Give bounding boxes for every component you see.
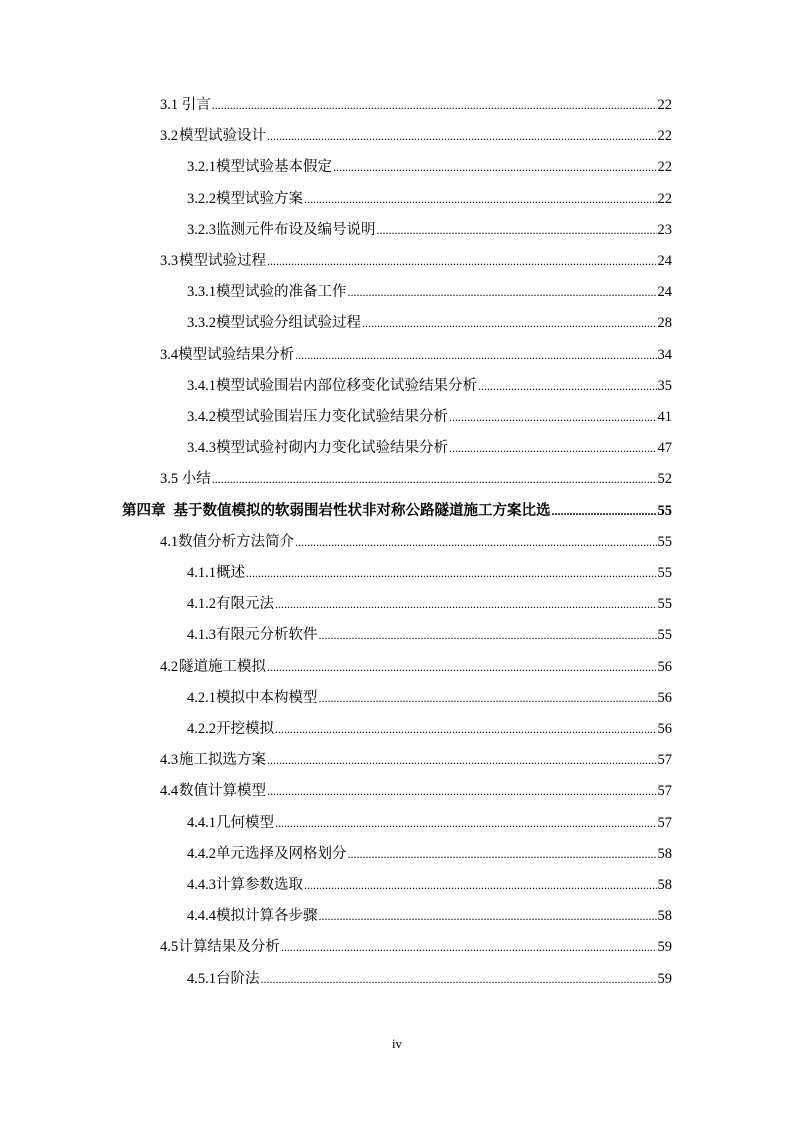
toc-entry-page: 41 bbox=[657, 409, 672, 425]
toc-leader-dots bbox=[449, 407, 657, 427]
toc-entry-title: 施工拟选方案 bbox=[179, 752, 267, 769]
toc-entry-page: 55 bbox=[657, 502, 672, 519]
toc-entry-page: 57 bbox=[657, 752, 672, 769]
toc-entry-title: 数值分析方法简介 bbox=[178, 533, 295, 550]
toc-leader-dots bbox=[246, 563, 657, 583]
toc-entry-title: 有限元分析软件 bbox=[216, 627, 318, 644]
toc-entry-title: 模型试验结果分析 bbox=[178, 346, 295, 363]
toc-chapter-entry[interactable] bbox=[122, 501, 672, 521]
toc-entry[interactable] bbox=[187, 625, 672, 645]
toc-entry-page: 22 bbox=[657, 159, 672, 176]
toc-leader-dots bbox=[212, 95, 657, 115]
toc-entry-page: 55 bbox=[657, 533, 672, 550]
toc-entry-number: 3.2.2 bbox=[187, 190, 216, 207]
toc-entry-number: 3.4 bbox=[160, 346, 179, 363]
toc-entry-title: 隧道施工模拟 bbox=[179, 658, 267, 675]
toc-entry[interactable] bbox=[187, 594, 672, 614]
toc-entry[interactable] bbox=[160, 657, 672, 677]
toc-entry-title: 模型试验围岩压力变化试验结果分析 bbox=[216, 409, 448, 425]
toc-leader-dots bbox=[449, 438, 657, 458]
toc-leader-dots bbox=[304, 189, 657, 209]
toc-leader-dots bbox=[362, 313, 657, 333]
toc-leader-dots bbox=[377, 220, 657, 240]
toc-entry[interactable] bbox=[187, 376, 672, 396]
toc-entry-number: 4.1.2 bbox=[187, 596, 216, 613]
toc-entry-number: 3.2.3 bbox=[187, 221, 216, 238]
toc-entry[interactable] bbox=[160, 750, 672, 770]
toc-entry-number: 3.5 bbox=[160, 471, 179, 488]
toc-entry-page: 24 bbox=[657, 253, 672, 269]
toc-entry[interactable] bbox=[187, 719, 672, 739]
toc-leader-dots bbox=[267, 750, 656, 770]
toc-entry-title: 模型试验过程 bbox=[179, 253, 267, 269]
toc-entry[interactable] bbox=[160, 95, 672, 115]
toc-entry-title: 引言 bbox=[181, 97, 211, 113]
toc-leader-dots bbox=[478, 376, 657, 396]
toc-leader-dots bbox=[267, 781, 656, 801]
toc-entry-title: 基于数值模拟的软弱围岩性状非对称公路隧道施工方案比选 bbox=[173, 502, 551, 519]
toc-leader-dots bbox=[348, 844, 657, 864]
toc-entry[interactable] bbox=[160, 345, 672, 365]
toc-leader-dots bbox=[275, 719, 657, 739]
toc-entry[interactable] bbox=[187, 563, 672, 583]
toc-entry-number: 3.3.1 bbox=[187, 284, 216, 301]
toc-entry[interactable] bbox=[187, 282, 672, 302]
toc-entry-page: 58 bbox=[657, 908, 672, 925]
toc-entry-title: 模型试验基本假定 bbox=[216, 159, 332, 176]
toc-entry-title: 小结 bbox=[181, 471, 211, 488]
toc-entry-page: 57 bbox=[657, 814, 672, 831]
toc-entry-number: 3.3 bbox=[160, 253, 179, 269]
toc-leader-dots bbox=[267, 657, 656, 677]
toc-entry-page: 22 bbox=[657, 97, 672, 113]
toc-entry-number: 4.4.3 bbox=[187, 877, 216, 893]
toc-entry-title: 台阶法 bbox=[216, 970, 260, 987]
toc-entry-page: 59 bbox=[657, 970, 672, 987]
toc-leader-dots bbox=[319, 688, 657, 708]
toc-entry-page: 56 bbox=[657, 658, 672, 675]
toc-entry-number: 4.2.2 bbox=[187, 721, 216, 737]
toc-entry-title: 开挖模拟 bbox=[216, 721, 274, 737]
toc-entry-page: 22 bbox=[657, 128, 672, 145]
toc-entry-page: 34 bbox=[657, 346, 672, 363]
toc-entry[interactable] bbox=[187, 688, 672, 708]
toc-entry-title: 计算参数选取 bbox=[216, 877, 303, 893]
toc-entry-number: 3.1 bbox=[160, 97, 179, 113]
toc-leader-dots bbox=[261, 969, 657, 989]
toc-entry-title: 有限元法 bbox=[216, 596, 274, 613]
toc-entry[interactable] bbox=[187, 969, 672, 989]
toc-entry[interactable] bbox=[187, 313, 672, 333]
toc-entry-number: 4.1.1 bbox=[187, 565, 216, 581]
toc-leader-dots bbox=[275, 813, 657, 833]
toc-entry-number: 4.1 bbox=[160, 533, 179, 550]
toc-leader-dots bbox=[275, 594, 657, 614]
toc-entry-title: 数值计算模型 bbox=[179, 783, 267, 800]
toc-entry-title: 概述 bbox=[216, 565, 245, 581]
toc-entry-number: 4.4.2 bbox=[187, 845, 216, 862]
toc-entry-page: 58 bbox=[657, 845, 672, 862]
toc-entry[interactable] bbox=[187, 189, 672, 209]
toc-entry-page: 22 bbox=[657, 190, 672, 207]
toc-entry-number: 3.2.1 bbox=[187, 159, 216, 176]
toc-entry[interactable] bbox=[160, 126, 672, 146]
page-number: iv bbox=[391, 1036, 403, 1051]
toc-entry[interactable] bbox=[187, 906, 672, 926]
toc-entry[interactable] bbox=[187, 157, 672, 177]
toc-leader-dots bbox=[267, 126, 656, 146]
toc-entry[interactable] bbox=[187, 407, 672, 427]
toc-entry[interactable] bbox=[187, 813, 672, 833]
toc-leader-dots bbox=[295, 532, 656, 552]
toc-entry-title: 模型试验的准备工作 bbox=[216, 284, 347, 301]
toc-entry-number: 第四章 bbox=[122, 502, 166, 519]
toc-leader-dots bbox=[348, 282, 657, 302]
toc-entry-page: 52 bbox=[657, 471, 672, 488]
toc-entry-number: 4.5.1 bbox=[187, 970, 216, 987]
toc-entry-number: 3.3.2 bbox=[187, 315, 216, 332]
toc-entry-number: 3.2 bbox=[160, 128, 179, 145]
toc-entry-page: 58 bbox=[657, 877, 672, 893]
toc-entry-page: 56 bbox=[657, 721, 672, 737]
toc-leader-dots bbox=[267, 251, 656, 271]
toc-leader-dots bbox=[333, 157, 657, 177]
toc-entry-title: 监测元件布设及编号说明 bbox=[216, 221, 376, 238]
toc-entry-title: 模拟计算各步骤 bbox=[216, 908, 318, 925]
toc-entry-page: 23 bbox=[657, 221, 672, 238]
toc-entry-number: 3.4.1 bbox=[187, 377, 216, 394]
toc-entry-number: 4.1.3 bbox=[187, 627, 216, 644]
toc-entry[interactable] bbox=[187, 220, 672, 240]
toc-entry-title: 模型试验设计 bbox=[179, 128, 267, 145]
toc-entry-number: 4.2 bbox=[160, 658, 179, 675]
toc-entry-page: 55 bbox=[657, 596, 672, 613]
toc-entry-page: 57 bbox=[657, 783, 672, 800]
toc-entry-page: 35 bbox=[657, 377, 672, 394]
toc-leader-dots bbox=[319, 625, 657, 645]
toc-entry-page: 55 bbox=[657, 627, 672, 644]
toc-entry-title: 计算结果及分析 bbox=[178, 939, 280, 956]
toc-entry-title: 几何模型 bbox=[216, 814, 274, 831]
toc-entry[interactable] bbox=[160, 781, 672, 801]
toc-leader-dots bbox=[281, 937, 657, 957]
toc-entry[interactable] bbox=[160, 937, 672, 957]
toc-entry-page: 24 bbox=[657, 284, 672, 301]
toc-entry-page: 56 bbox=[657, 689, 672, 706]
toc-entry[interactable] bbox=[160, 251, 672, 271]
toc-entry[interactable] bbox=[187, 844, 672, 864]
toc-entry[interactable] bbox=[160, 469, 672, 489]
toc-entry-number: 4.4.1 bbox=[187, 814, 216, 831]
toc-entry-number: 4.2.1 bbox=[187, 689, 216, 706]
toc-entry-title: 模型试验方案 bbox=[216, 190, 303, 207]
toc-entry-number: 4.3 bbox=[160, 752, 179, 769]
toc-entry-number: 4.5 bbox=[160, 939, 179, 956]
toc-entry-page: 28 bbox=[657, 315, 672, 332]
toc-leader-dots bbox=[295, 345, 656, 365]
toc-entry-title: 模型试验衬砌内力变化试验结果分析 bbox=[216, 440, 448, 457]
toc-entry[interactable] bbox=[160, 532, 672, 552]
toc-entry[interactable] bbox=[187, 438, 672, 458]
toc-entry-title: 模拟中本构模型 bbox=[216, 689, 318, 706]
toc-entry[interactable] bbox=[187, 875, 672, 895]
toc-entry-title: 单元选择及网格划分 bbox=[216, 845, 347, 862]
toc-entry-page: 59 bbox=[657, 939, 672, 956]
toc-leader-dots bbox=[212, 469, 657, 489]
toc-leader-dots bbox=[319, 906, 657, 926]
toc-entry-title: 模型试验分组试验过程 bbox=[216, 315, 361, 332]
toc-entry-page: 47 bbox=[657, 440, 672, 457]
toc-entry-title: 模型试验围岩内部位移变化试验结果分析 bbox=[216, 377, 477, 394]
toc-entry-number: 4.4.4 bbox=[187, 908, 216, 925]
toc-entry-number: 4.4 bbox=[160, 783, 179, 800]
toc-leader-dots bbox=[552, 501, 657, 521]
toc-entry-number: 3.4.3 bbox=[187, 440, 216, 457]
toc-leader-dots bbox=[304, 875, 657, 895]
toc-entry-page: 55 bbox=[657, 565, 672, 581]
toc-entry-number: 3.4.2 bbox=[187, 409, 216, 425]
